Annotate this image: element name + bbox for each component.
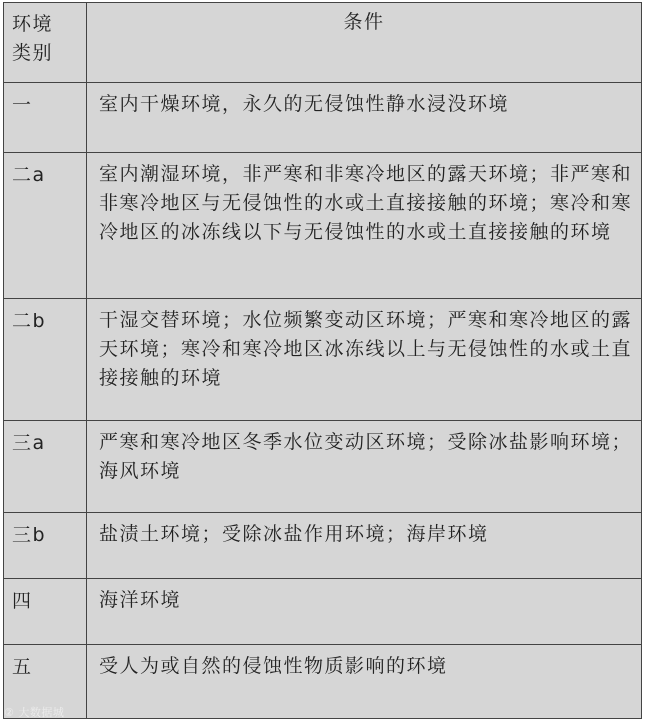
row-condition: 干湿交替环境；水位频繁变动区环境；严寒和寒冷地区的露天环境；寒冷和寒冷地区冰冻线以上与无侵蚀性的水或土直接接触的环境 (87, 299, 642, 421)
row-category: 三a (4, 421, 87, 513)
watermark-logo: ② 大数据城 (4, 706, 65, 719)
row-category: 四 (4, 579, 87, 645)
row-condition: 室内潮湿环境，非严寒和非寒冷地区的露天环境；非严寒和非寒冷地区与无侵蚀性的水或土直接接触的环境；寒冷和寒冷地区的冰冻线以下与无侵蚀性的水或土直接接触的环境 (87, 153, 642, 299)
row-condition: 盐渍土环境；受除冰盐作用环境；海岸环境 (87, 513, 642, 579)
row-condition: 室内干燥环境，永久的无侵蚀性静水浸没环境 (87, 83, 642, 153)
table-row (4, 421, 642, 513)
header-condition: 条件 (87, 3, 642, 83)
row-category: 三b (4, 513, 87, 579)
table-header-row (4, 3, 642, 83)
table-row (4, 513, 642, 579)
header-category (4, 3, 87, 83)
row-category: 一 (4, 83, 87, 153)
row-category: 五 (4, 645, 87, 719)
environment-category-table-container (3, 2, 641, 718)
table-row (4, 645, 642, 719)
table-row (4, 299, 642, 421)
environment-category-table (3, 2, 642, 719)
row-condition: 海洋环境 (87, 579, 642, 645)
row-category: 二a (4, 153, 87, 299)
row-condition: 受人为或自然的侵蚀性物质影响的环境 (87, 645, 642, 719)
row-category: 二b (4, 299, 87, 421)
header-category-label: 环境类别 (12, 13, 54, 64)
row-condition: 严寒和寒冷地区冬季水位变动区环境；受除冰盐影响环境；海风环境 (87, 421, 642, 513)
table-row (4, 579, 642, 645)
table-row (4, 153, 642, 299)
table-row (4, 83, 642, 153)
